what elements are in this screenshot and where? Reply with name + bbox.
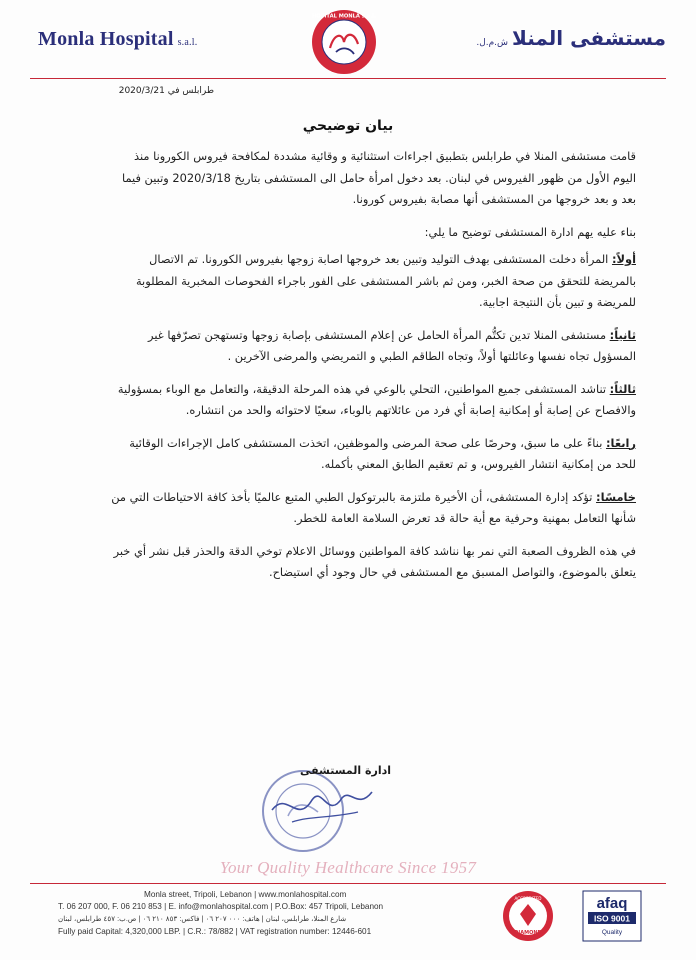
footer-arabic-line: شارع المنلا، طرابلس، لبنان | هاتف: ٠٠٠ ٢٠٧ ٠٦ | فاكس: ٨٥٣ ٢١٠ ٠٦ | ص.ب: ٤٥٧ طرابلس، لبنان [58, 914, 347, 924]
point-5-lead: خامسًا: [596, 489, 636, 504]
afaq-iso-badge [582, 890, 642, 942]
point-3 [108, 379, 636, 422]
closing-paragraph: في هذه الظروف الصعبة التي نمر بها نناشد كافة المواطنين ووسائل الاعلام توخي الدقة والحذر قبل نشر أي خبر يتعلق بالموضوع، والتواصل المسبق مع المستشفى في حال وجود أي استيضاح. [113, 543, 636, 579]
intro-paragraph: قامت مستشفى المنلا في طرابلس بتطبيق اجراءات استثنائية و وقائية مشددة لمكافحة فيروس الكورونا منذ اليوم الأول من ظهور الفيروس في لبنان. بعد دخول امرأة حامل الى المستشفى بتاريخ 2020/3/18 وتبين فيما بعد و بعد خروجها من المستشفى أنها مصابة بفيروس كورونا. [122, 149, 636, 206]
badge-diamond-top: ACCREDITED [514, 896, 542, 901]
letterhead [0, 0, 696, 80]
logo-text: HOPITAL MONLA s.a.l. [311, 13, 377, 20]
footer-capital-line: Fully paid Capital: 4,320,000 LBP. | C.R.: 78/882 | VAT registration number: 12446-601 [58, 926, 372, 936]
letter-body [108, 146, 636, 595]
brand-name-english [38, 28, 197, 51]
hospital-logo [310, 8, 378, 76]
footer-contact [58, 889, 478, 938]
badge-afaq-iso: ISO 9001 [594, 913, 630, 924]
letter-title: بيان توضيحي [302, 118, 394, 134]
accreditation-diamond-badge [500, 888, 556, 948]
point-3-lead: ثالثاً: [609, 381, 636, 396]
brand-ar-suffix: ش.م.ل. [476, 38, 509, 48]
point-4-lead: رابعًا: [605, 435, 636, 450]
signature-label: ادارة المستشفى [300, 764, 392, 777]
footer-address: Monla street, Tripoli, Lebanon | www.monlahospital.com [144, 890, 347, 899]
header-divider [30, 78, 666, 79]
point-1 [108, 249, 636, 314]
point-3-text: تناشد المستشفى جميع المواطنين، التحلي بالوعي في هذه المرحلة الدقيقة، والتعامل مع الوباء بمسؤولية والافصاح عن إصابة أو إمكانية إصابة أي فرد من عائلاتهم بالوباء، سعيًا لاحتوائه والحد من انتشاره. [117, 381, 636, 417]
brand-en-text: Monla Hospital [38, 28, 174, 50]
brand-en-suffix: s.a.l. [177, 37, 198, 48]
badge-afaq-brand: afaq [596, 895, 628, 912]
point-5 [108, 487, 636, 530]
badge-diamond-mid: DIAMOND [514, 930, 542, 936]
brand-name-arabic [476, 26, 666, 50]
point-2 [108, 325, 636, 368]
point-4-text: بناءً على ما سبق، وحرصًا على صحة المرضى والموظفين، اتخذت المستشفى كامل الإجراءات الوقائية للحد من إمكانية انتشار الفيروس، و تم تعقيم الطابق المعني بأكمله. [129, 435, 636, 471]
point-2-text: مستشفى المنلا تدين تكتُّم المرأة الحامل عن إعلام المستشفى بإصابة زوجها وتستهجن تصرّفها غير المسؤول تجاه نفسها وعائلتها أولاً، وتجاه الطاقم الطبي و التمريضي والمرضى الآخرين . [148, 327, 636, 363]
badge-afaq-quality: Quality [601, 929, 623, 936]
point-5-text: تؤكد إدارة المستشفى، أن الأخيرة ملتزمة بالبرتوكول الطبي المتبع عالميًا بأخذ كافة الاحتياطات التي من شأنها التعامل بمهنية وحرفية مع أية حالة قد تعرض السلامة العامة للخطر. [111, 489, 636, 525]
footer-divider [30, 883, 666, 884]
letter-date: طرابلس في 2020/3/21 [118, 86, 214, 96]
point-4 [108, 433, 636, 476]
footer-contact-line: T. 06 207 000, F. 06 210 853 | E. info@monlahospital.com | P.O.Box: 457 Tripoli, Lebanon [58, 902, 384, 912]
point-1-lead: أولاً: [611, 252, 636, 266]
preface-paragraph: بناء عليه يهم ادارة المستشفى توضيح ما يلي: [424, 224, 636, 239]
point-1-text: المرأة دخلت المستشفى بهدف التوليد وتبين بعد خروجها اصابة زوجها بفيروس الكورونا. تم الاتصال بالمريضة للتحقق من صحة الخبر، ومن ثم باشر المستشفى على الفور باجراء الفحوصات المخبرية المطلوبة للمريضة و تبين بأن النتيجة اجابية. [135, 252, 636, 309]
brand-ar-text: مستشفى المنلا [512, 26, 666, 50]
signature-icon [262, 770, 382, 840]
footer-slogan: Your Quality Healthcare Since 1957 [219, 858, 477, 877]
point-2-lead: ثانياً: [609, 327, 636, 342]
